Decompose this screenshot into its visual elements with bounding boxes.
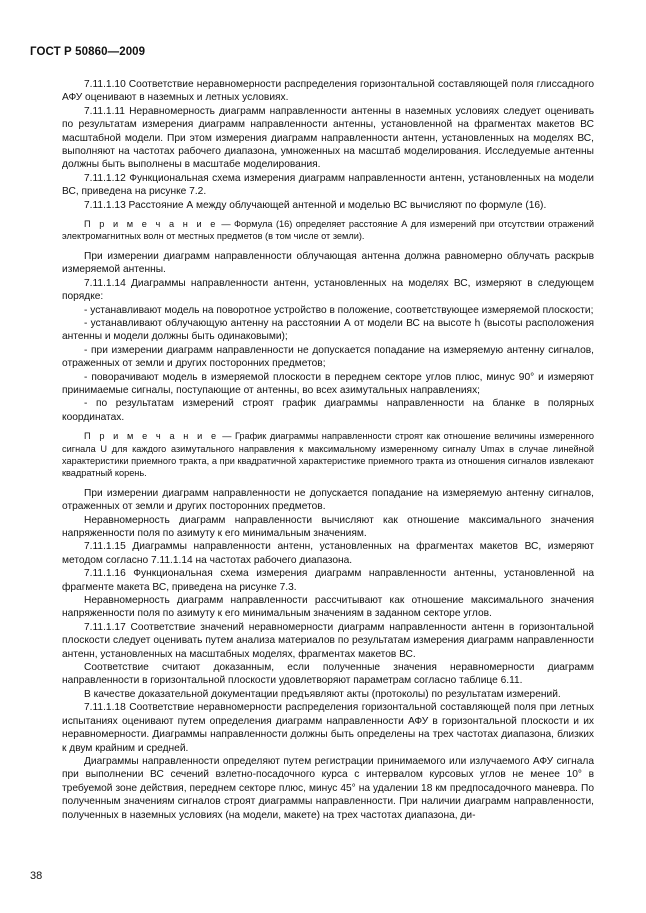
body-paragraph: - при измерении диаграмм направленности не допускается попадание на измеряемую антенну сигналов, отраженных от земли и других посторонних предметов; <box>62 344 594 370</box>
note-paragraph <box>62 218 594 243</box>
body-paragraph: В качестве доказательной документации предъявляют акты (протоколы) по результатам измерений. <box>84 688 561 700</box>
note-label: П р и м е ч а н и е <box>84 219 218 230</box>
page-number: 38 <box>30 870 43 882</box>
body-paragraph: - устанавливают модель на поворотное устройство в положение, соответствующее измеряемой плоскости; <box>84 304 594 316</box>
body-paragraph: Диаграммы направленности определяют путем регистрации принимаемого или излучаемого АФУ сигнала при выполнении ВС сечений взлетно-посадочного курса с интервалом курсовых углов не менее 10° в требуемой зоне действия, переднем секторе плюс, минус 45° на удалении 18 км предпосадочного маневра. По полученным значениям сигналов строят диаграммы направленности. При наличии диаграмм направленности, полученных в наземных условиях (на модели, макете) на трех частотах диапазона, ди- <box>62 755 594 821</box>
note-paragraph <box>62 430 594 480</box>
body-paragraph: При измерении диаграмм направленности не допускается попадание на измеряемую антенну сигналов, отраженных от земли и других посторонних предметов. <box>62 487 594 513</box>
note-label: П р и м е ч а н и е <box>84 431 219 442</box>
body-paragraph: 7.11.1.17 Соответствие значений неравномерности диаграмм направленности антенн в горизонтальной плоскости следует оценивать путем анализа материалов по результатам измерения диаграмм направленности антенн, установленных на масштабных моделях, фрагментах макетов ВС. <box>62 621 594 660</box>
body-paragraph: 7.11.1.12 Функциональная схема измерения диаграмм направленности антенн, установленных на модели ВС, приведена на рисунке 7.2. <box>62 172 594 198</box>
body-paragraph: Неравномерность диаграмм направленности рассчитывают как отношение максимального значения напряженности поля по азимуту к его минимальным значениям в заданном секторе углов. <box>62 595 594 620</box>
body-paragraph: 7.11.1.16 Функциональная схема измерения диаграмм направленности антенны, установленной на фрагменте макета ВС, приведена на рисунке 7.3. <box>62 568 594 593</box>
document-body <box>62 78 594 822</box>
body-paragraph: - поворачивают модель в измеряемой плоскости в переднем секторе углов плюс, минус 90° и измеряют принимаемые сигналы, поступающие от антенны, во всех азимутальных направлениях; <box>62 371 594 396</box>
body-paragraph: 7.11.1.15 Диаграммы направленности антенн, установленных на фрагментах макетов ВС, измеряют методом согласно 7.11.1.14 на частотах рабочего диапазона. <box>62 541 594 566</box>
document-header: ГОСТ Р 50860—2009 <box>30 46 146 58</box>
body-paragraph: При измерении диаграмм направленности облучающая антенна должна равномерно облучать раскрыв измеряемой антенны. <box>62 250 594 276</box>
body-paragraph: 7.11.1.18 Соответствие неравномерности распределения горизонтальной составляющей поля при летных испытаниях оценивают путем определения диаграмм направленности АФУ в горизонтальной плоскости и их неравномерности. Диаграммы направленности должны быть определены на трех частотах диапазона, близких к двум крайним и средней. <box>62 702 594 754</box>
body-paragraph: 7.11.1.13 Расстояние А между облучающей антенной и моделью ВС вычисляют по формуле (16). <box>84 199 547 211</box>
note-text: — График диаграммы направленности строят как отношение величины измеренного сигнала U для каждого азимутального направления к максимальному измеренному сигналу Umax в случае линейной характеристики приемного тракта, а при квадратичной характеристике приемного тракта из отношения сигналов извлекают квадратный корень. <box>62 431 595 479</box>
note-text: — Формула (16) определяет расстояние А для измерений при отсутствии отражений электромагнитных волн от местных предметов (в том числе от земли). <box>62 219 595 242</box>
body-paragraph: 7.11.1.10 Соответствие неравномерности распределения горизонтальной составляющей поля глиссадного АФУ оценивают в наземных и летных условиях. <box>62 79 594 104</box>
body-paragraph: - по результатам измерений строят график диаграммы направленности на бланке в полярных координатах. <box>62 398 594 423</box>
body-paragraph: 7.11.1.14 Диаграммы направленности антенн, установленных на моделях ВС, измеряют в следующем порядке: <box>62 277 594 303</box>
body-paragraph: Соответствие считают доказанным, если полученные значения неравномерности диаграмм направленности в горизонтальной плоскости удовлетворяют параметрам согласно таблице 6.11. <box>62 662 594 687</box>
body-paragraph: 7.11.1.11 Неравномерность диаграмм направленности антенны в наземных условиях следует оценивать по результатам измерения диаграмм направленности антенны, установленной на фрагментах макетов ВС масштабной модели. При этом измерения диаграмм направленности антенн, установленных на моделях ВС, выполняют на частотах рабочего диапазона, умноженных на масштаб моделирования. Исследуемые антенны должны быть выполнены в масштабе моделирования. <box>62 105 594 171</box>
body-paragraph: - устанавливают облучающую антенну на расстоянии А от модели ВС на высоте h (высоты расположения антенны и модели должны быть одинаковыми); <box>62 317 594 343</box>
body-paragraph: Неравномерность диаграмм направленности вычисляют как отношение максимального значения напряженности поля по азимуту к его минимальным значениям. <box>62 514 594 539</box>
